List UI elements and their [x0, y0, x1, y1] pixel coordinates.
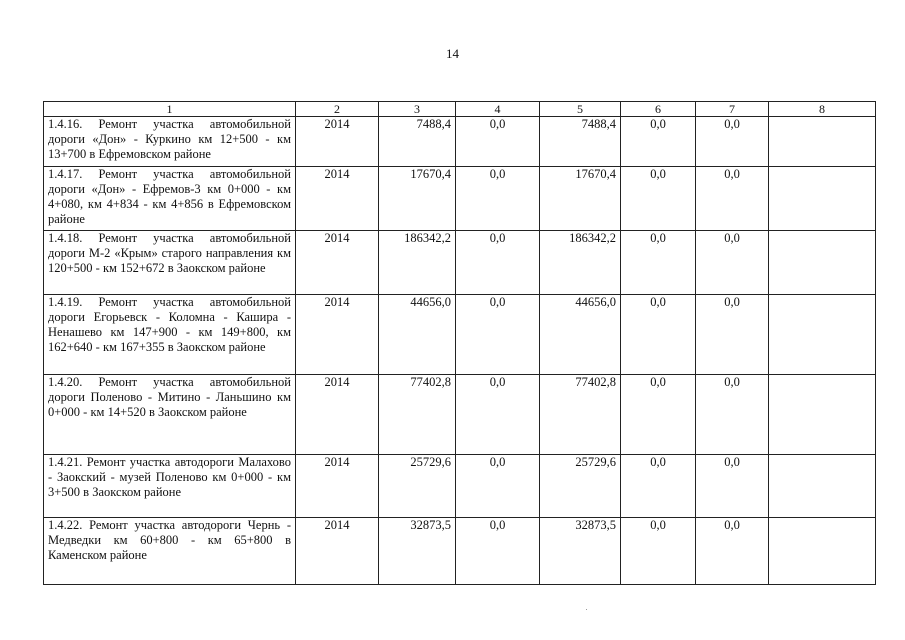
cell-col5: 25729,6 — [540, 455, 621, 518]
cell-col4: 0,0 — [456, 375, 540, 455]
table-row — [44, 117, 876, 167]
cell-col5: 186342,2 — [540, 231, 621, 295]
row-description: 1.4.18. Ремонт участка автомобильной дороги М-2 «Крым» старого направления км 120+500 - км 152+672 в Заокском районе — [44, 231, 296, 295]
table-row — [44, 375, 876, 455]
row-description: 1.4.19. Ремонт участка автомобильной дороги Егорьевск - Коломна - Кашира - Ненашево км 147+900 - км 149+800, км 162+640 - км 167+355 в Заокском районе — [44, 295, 296, 375]
row-description: 1.4.20. Ремонт участка автомобильной дороги Поленово - Митино - Ланьшино км 0+000 - км 14+520 в Заокском районе — [44, 375, 296, 455]
table-row — [44, 455, 876, 518]
cell-col7: 0,0 — [696, 167, 769, 231]
cell-col6: 0,0 — [621, 455, 696, 518]
table-row — [44, 231, 876, 295]
cell-col5: 44656,0 — [540, 295, 621, 375]
scan-speck — [586, 609, 587, 610]
cell-col3: 44656,0 — [379, 295, 456, 375]
cell-col6: 0,0 — [621, 117, 696, 167]
cell-col3: 77402,8 — [379, 375, 456, 455]
column-header: 2 — [296, 102, 379, 117]
cell-col6: 0,0 — [621, 518, 696, 585]
row-year: 2014 — [296, 518, 379, 585]
column-header: 3 — [379, 102, 456, 117]
cell-col8 — [769, 518, 876, 585]
cell-col7: 0,0 — [696, 455, 769, 518]
row-year: 2014 — [296, 167, 379, 231]
cell-col8 — [769, 167, 876, 231]
row-description: 1.4.21. Ремонт участка автодороги Малахово - Заокский - музей Поленово км 0+000 - км 3+500 в Заокском районе — [44, 455, 296, 518]
cell-col6: 0,0 — [621, 295, 696, 375]
table-row — [44, 167, 876, 231]
cell-col8 — [769, 295, 876, 375]
cell-col4: 0,0 — [456, 518, 540, 585]
cell-col4: 0,0 — [456, 117, 540, 167]
column-header: 8 — [769, 102, 876, 117]
column-header: 1 — [44, 102, 296, 117]
cell-col7: 0,0 — [696, 518, 769, 585]
cell-col3: 32873,5 — [379, 518, 456, 585]
cell-col3: 17670,4 — [379, 167, 456, 231]
column-header: 7 — [696, 102, 769, 117]
cell-col8 — [769, 117, 876, 167]
row-year: 2014 — [296, 295, 379, 375]
row-year: 2014 — [296, 117, 379, 167]
cell-col7: 0,0 — [696, 295, 769, 375]
row-description: 1.4.22. Ремонт участка автодороги Чернь - Медведки км 60+800 - км 65+800 в Каменском районе — [44, 518, 296, 585]
cell-col8 — [769, 455, 876, 518]
page-number: 14 — [446, 46, 459, 61]
row-year: 2014 — [296, 375, 379, 455]
header-row — [44, 102, 876, 117]
row-year: 2014 — [296, 231, 379, 295]
cell-col5: 17670,4 — [540, 167, 621, 231]
row-description: 1.4.17. Ремонт участка автомобильной дороги «Дон» - Ефремов-3 км 0+000 - км 4+080, км 4+834 - км 4+856 в Ефремовском районе — [44, 167, 296, 231]
table-row — [44, 295, 876, 375]
cell-col8 — [769, 231, 876, 295]
cell-col5: 7488,4 — [540, 117, 621, 167]
table-row — [44, 518, 876, 585]
column-header: 5 — [540, 102, 621, 117]
cell-col7: 0,0 — [696, 231, 769, 295]
cell-col4: 0,0 — [456, 167, 540, 231]
column-header: 6 — [621, 102, 696, 117]
cell-col6: 0,0 — [621, 375, 696, 455]
cell-col3: 25729,6 — [379, 455, 456, 518]
row-description: 1.4.16. Ремонт участка автомобильной дороги «Дон» - Куркино км 12+500 - км 13+700 в Ефремовском районе — [44, 117, 296, 167]
budget-table — [43, 101, 876, 585]
cell-col6: 0,0 — [621, 231, 696, 295]
column-header: 4 — [456, 102, 540, 117]
cell-col4: 0,0 — [456, 295, 540, 375]
cell-col7: 0,0 — [696, 117, 769, 167]
cell-col7: 0,0 — [696, 375, 769, 455]
cell-col4: 0,0 — [456, 455, 540, 518]
cell-col3: 186342,2 — [379, 231, 456, 295]
cell-col3: 7488,4 — [379, 117, 456, 167]
cell-col4: 0,0 — [456, 231, 540, 295]
row-year: 2014 — [296, 455, 379, 518]
cell-col8 — [769, 375, 876, 455]
cell-col5: 77402,8 — [540, 375, 621, 455]
cell-col5: 32873,5 — [540, 518, 621, 585]
cell-col6: 0,0 — [621, 167, 696, 231]
